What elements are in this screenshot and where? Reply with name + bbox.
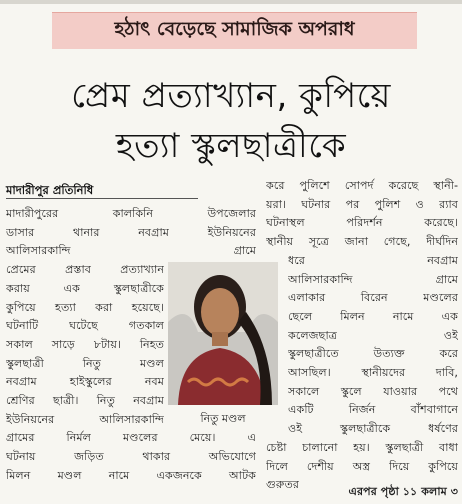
byline: মাদারীপুর প্রতিনিধি [6, 183, 94, 197]
left-column-line: করায় এক স্কুলছাত্রীকে [6, 281, 164, 295]
kicker-text: হঠাৎ বেড়েছে সামাজিক অপরাধ [114, 18, 355, 40]
right-column-line: স্কুলছাত্রীতে উত্যক্ত করে [288, 347, 458, 361]
kicker-banner [52, 12, 417, 49]
right-column-line: য়রা। ঘটনার পর পুলিশ ও র‍্যাব [266, 197, 458, 211]
byline-divider [6, 198, 198, 199]
right-column [266, 177, 458, 502]
photo-caption: নিতু মণ্ডল [200, 412, 246, 425]
left-column-line: ডাসার থানার নবগ্রাম ইউনিয়নের [6, 225, 256, 239]
continuation-note: এরপর পৃষ্ঠা ১১ কলাম ৩ [348, 484, 458, 498]
left-column-line: গ্রামের নির্মল মণ্ডলের মেয়ে। এ [6, 431, 256, 445]
right-column-line: ছেলে মিলন নামে এক [288, 309, 458, 323]
right-column-line: ঘটনাস্থল পরিদর্শন করেছে। [266, 216, 458, 230]
left-column-line: মিলন মণ্ডল নামে একজনকে আটক [6, 468, 256, 482]
left-column-line: মাদারীপুরের কালকিনি উপজেলার [6, 207, 256, 220]
left-column-line: প্রেমের প্রস্তাব প্রত্যাখ্যান [6, 263, 164, 277]
left-column-line: স্কুলছাত্রী নিতু মণ্ডল [6, 356, 164, 370]
left-column-line: ঘটনায় জড়িত থাকার অভিযোগে [6, 450, 256, 464]
right-column-line: আলিসারকান্দি গ্রামে [288, 272, 458, 286]
left-column-line: ঘটনাটি ঘটেছে গতকাল [6, 319, 164, 333]
left-column-line: সকাল সাড়ে ৮টায়। নিহত [6, 337, 164, 351]
right-column-line: গুরুতর [266, 478, 300, 492]
right-column-line: চেষ্টা চালানো হয়। স্কুলছাত্রী বাধা [266, 440, 458, 454]
right-column-line: ধরে নবগ্রাম [288, 253, 458, 267]
right-column-line: করে পুলিশে সোপর্দ করেছে স্থানী- [266, 179, 458, 192]
left-column-line: আলিসারকান্দি গ্রামে [6, 244, 256, 258]
right-column-line: আসছিল। স্থানীয়দের দাবি, [288, 366, 458, 380]
article-photo [168, 262, 278, 405]
left-column-line: শ্রেণির ছাত্রী। নিতু নবগ্রাম [6, 394, 164, 408]
right-column-line: কলেজছাত্র ওই [288, 328, 458, 342]
right-column-line: সকালে স্কুলে যাওয়ার পথে [288, 384, 458, 398]
right-column-line: স্থানীয় সূত্রে জানা গেছে, দীর্ঘদিন [266, 235, 458, 249]
right-column-line: একটি নির্জন বাঁশবাগানে [288, 403, 458, 417]
left-column-line: নবগ্রাম হাইস্কুলের নবম [6, 375, 164, 389]
headline-line-2: হত্যা স্কুলছাত্রীকে [115, 126, 347, 166]
right-column-line: ওই স্কুলছাত্রীকে ধর্ষণের [288, 422, 458, 436]
right-column-line: দিলে দেশীয় অস্ত্র দিয়ে কুপিয়ে [266, 459, 458, 473]
headline-line-1: প্রেম প্রত্যাখ্যান, কুপিয়ে [71, 76, 391, 116]
page-top-edge [0, 0, 462, 4]
right-column-line: এলাকার বিরেন মণ্ডলের [288, 291, 458, 305]
left-column-line: কুপিয়ে হত্যা করা হয়েছে। [6, 300, 164, 314]
left-column-line: ইউনিয়নের আলিসারকান্দি [6, 412, 164, 426]
